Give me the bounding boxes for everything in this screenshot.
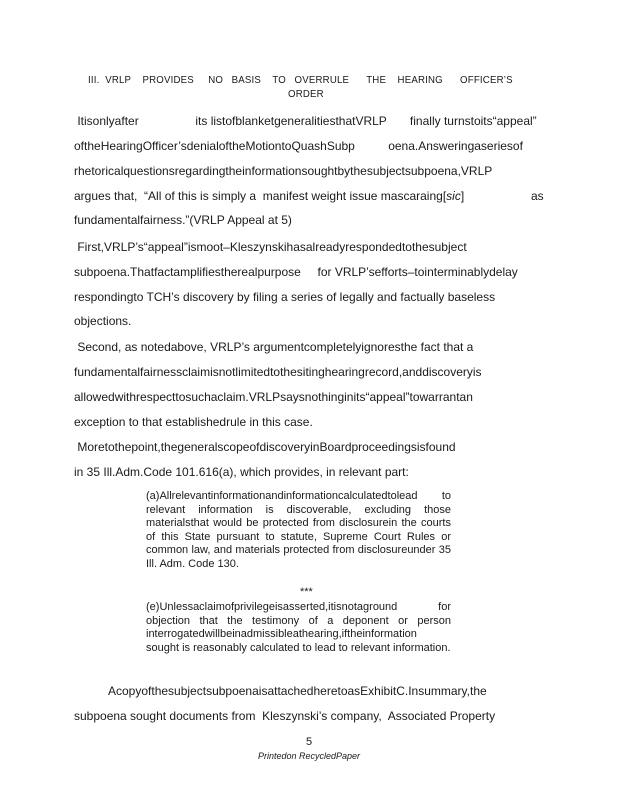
sic-bracket: ] [460,189,465,203]
body-line-4-end: as [531,189,544,203]
body-line-6: First,VRLP’s“appeal”ismoot–Kleszynskihasalreadyrespondedtothesubject [74,240,467,254]
page-number: 5 [305,736,313,748]
body-line-9: objections. [74,314,132,328]
body-line-8: respondingto TCH’s discovery by filing a series of legally and factually baseless [74,290,496,304]
body-line-7: subpoena.Thatfactamplifiestherealpurpose for VRLP’sefforts–tointerminablydelay [74,265,518,279]
body-line-14: Moretothepoint,thegeneralscopeofdiscoveryinBoardproceedingsisfound [74,440,456,454]
body-line-15: in 35 Ill.Adm.Code 101.616(a), which provides, in relevant part: [74,465,409,479]
body-line-3: rhetoricalquestionsregardingtheinformationsoughtbythesubjectsubpoena,VRLP [74,164,493,178]
body-line-4-text: argues that, “All of this is simply a manifest weight issue mascaraing[ [74,189,447,203]
body-line-13: exception to that establishedrule in this case. [74,415,313,429]
body-line-4 [74,189,464,203]
body-line-10: Second, as notedabove, VRLP’s argumentcompletelyignoresthe fact that a [74,340,474,354]
body-line-11: fundamentalfairnessclaimisnotlimitedtothesitinghearingrecord,anddiscoveryis [74,365,482,379]
block-quote-a: (a)Allrelevantinformationandinformationcalculatedtolead to relevant information is discoverable, excluding those materialsthat would be protected from disclosurein the courts of this State pursuant to statute, Supreme Court Rules or common law, and materials protected from disclosureunder 35 Ill. Adm. Code 130. [146,490,451,570]
block-quote-e: (e)Unlessaclaimofprivilegeisasserted,itisnotaground for objection that the testimony of a deponent or person interrogatedwillbeinadmissibleathearing,iftheinformation sought is reasonably calculated to lead to relevant information. [146,601,451,654]
sic-annotation: sic [446,189,461,203]
ellipsis-stars: *** [300,586,313,598]
section-heading: III. VRLP PROVIDES NO BASIS TO OVERRULE THE HEARING OFFICER’S [88,74,513,86]
closing-line-2: subpoena sought documents from Kleszynski’s company, Associated Property [74,709,496,723]
body-line-2: oftheHearingOfficer’sdenialoftheMotiontoQuashSubp oena.Answeringaseriesof [74,139,523,153]
closing-line-1: AcopyofthesubjectsubpoenaisattachedheretoasExhibitC.Insummary,the [108,684,487,698]
footer-note: Printedon RecycledPaper [257,751,361,761]
body-line-1: Itisonlyafter its listofblanketgeneralitiesthatVRLP finally turnstoits“appeal” [74,114,537,128]
section-heading-continued: ORDER [288,88,324,100]
body-line-5: fundamentalfairness.”(VRLP Appeal at 5) [74,213,292,227]
body-line-12: allowedwithrespecttosuchaclaim.VRLPsaysnothinginits“appeal”towarrantan [74,390,473,404]
